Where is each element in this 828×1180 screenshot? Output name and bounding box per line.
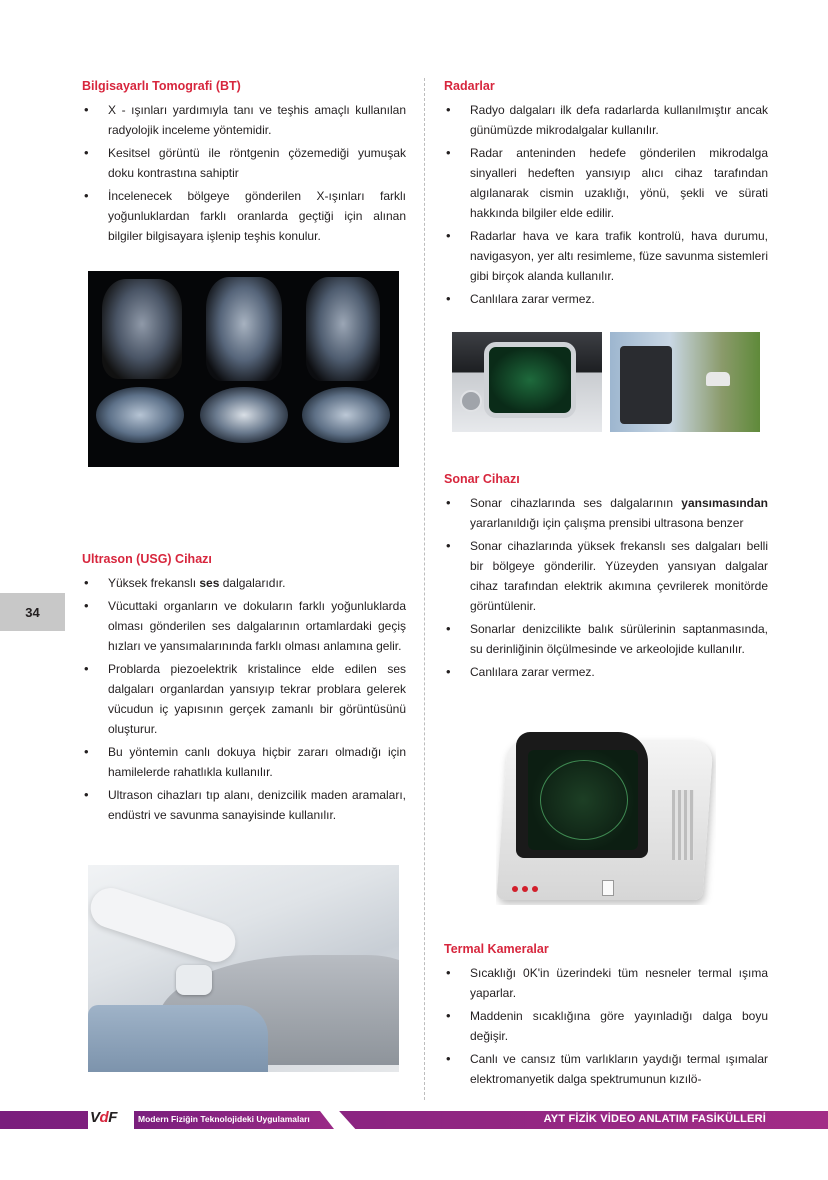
ct-axial-slice (302, 387, 390, 443)
radar-knob (460, 390, 482, 412)
radar-bullet: • Canlılara zarar vermez. (444, 289, 768, 309)
car (706, 372, 730, 386)
usg-bullet: • Ultrason cihazları tıp alanı, denizcilik maden aramaları, endüstri ve savunma sanayisinde kullanılır. (82, 785, 406, 825)
thermal-title: Termal Kameralar (444, 942, 549, 956)
radar-bullet-list (444, 100, 768, 309)
usg-bullet (82, 573, 406, 593)
sonar-title: Sonar Cihazı (444, 472, 520, 486)
traffic-radar-photo (610, 332, 760, 432)
usg-bullet-text: Yüksek frekanslı (108, 576, 200, 590)
page-number-tab: 34 (0, 593, 65, 631)
usg-section (82, 551, 406, 828)
logo-letter: V (90, 1109, 100, 1126)
thermal-bullet: • Sıcaklığı 0K'in üzerindeki tüm nesneler termal ışıma yaparlar. (444, 963, 768, 1003)
ct-coronal-slice (206, 277, 282, 381)
radar-screen (484, 342, 576, 418)
sonar-bullet: • Sonarlar denizcilikte balık sürülerinin saptanmasında, su derinliğinin ölçülmesinde ve arkeolojide kullanılır. (444, 619, 768, 659)
sonar-bullet (444, 493, 768, 533)
sonar-bullet-text: yararlanıldığı için çalışma prensibi ultrasona benzer (470, 516, 744, 530)
ct-title: Bilgisayarlı Tomografi (BT) (82, 79, 241, 93)
ultrasound-probe (176, 965, 212, 995)
page-footer (0, 1108, 828, 1132)
patient-jeans (88, 1005, 268, 1072)
sonar-led (522, 886, 528, 892)
ct-sagittal-slice (306, 277, 380, 381)
radar-bullet: • Radarlar hava ve kara trafik kontrolü, hava durumu, navigasyon, yer altı resimleme, füze savunma sistemleri gibi birçok alanda kullanılır. (444, 226, 768, 286)
speed-camera (620, 346, 672, 424)
radar-bullet: • Radyo dalgaları ilk defa radarlarda kullanılmıştır ancak günümüzde mikrodalgalar kullanılır. (444, 100, 768, 140)
usg-bullet: • Bu yöntemin canlı dokuya hiçbir zararı olmadığı için hamilelerde rahatlıkla kullanılır. (82, 742, 406, 782)
radar-images (444, 332, 768, 432)
sonar-sweep-ring (540, 760, 628, 840)
ct-bullet: • İncelenecek bölgeye gönderilen X-ışınları farklı yoğunluklardan farklı oranlarda geçtiği için alınan bilgiler bilgisayara işlenip teşhis konulur. (82, 186, 406, 246)
column-divider (424, 78, 425, 1100)
footer-chapter-title: Modern Fiziğin Teknolojideki Uygulamaları (138, 1114, 310, 1124)
sonar-switch (602, 880, 614, 896)
sonar-led (512, 886, 518, 892)
thermal-bullet: • Maddenin sıcaklığına göre yayınladığı dalga boyu değişir. (444, 1006, 768, 1046)
sonar-led (532, 886, 538, 892)
sonar-bullet: • Sonar cihazlarında yüksek frekanslı ses dalgaları belli bir bölgeye gönderilir. Yüzeyden yansıyan dalgalar cihaz tarafından elektrik akımına çevrilerek monitörde görüntülenir. (444, 536, 768, 616)
ct-axial-slice (200, 387, 288, 443)
ct-section (82, 78, 406, 249)
doctor-arm (88, 883, 241, 967)
sonar-bullet-list (444, 493, 768, 682)
thermal-bullet-list (444, 963, 768, 1089)
ct-bullet-list (82, 100, 406, 246)
ct-axial-slice (96, 387, 184, 443)
usg-bullet: • Problarda piezoelektrik kristalince elde edilen ses dalgaları organlardan yansıyıp tekrar problara gelerek vücudun iç yapısının gerçek zamanlı bir görüntüsünü oluşturur. (82, 659, 406, 739)
sonar-bullet-bold: yansımasından (681, 496, 768, 510)
ct-bullet: • X - ışınları yardımıyla tanı ve teşhis amaçlı kullanılan radyolojik inceleme yöntemidir. (82, 100, 406, 140)
ct-bullet: • Kesitsel görüntü ile röntgenin çözemediği yumuşak doku kontrastına sahiptir (82, 143, 406, 183)
sonar-section (444, 471, 768, 685)
sonar-bullet: • Canlılara zarar vermez. (444, 662, 768, 682)
logo-accent-letter: d (99, 1109, 109, 1126)
usg-bullet: • Vücuttaki organların ve dokuların farklı yoğunluklarda olması gönderilen ses dalgalarının ortamlardaki geçiş hızları ve yansımalarınında farklı olması anlamına gelir. (82, 596, 406, 656)
usg-bullet-text: dalgalarıdır. (219, 576, 286, 590)
thermal-bullet: • Canlı ve cansız tüm varlıkların yaydığı termal ışımalar elektromanyetik dalga spektrumunun kızılö- (444, 1049, 768, 1089)
logo-letter: F (108, 1109, 117, 1126)
ultrasound-photo (88, 865, 399, 1072)
usg-bullet-list (82, 573, 406, 825)
usg-title: Ultrason (USG) Cihazı (82, 552, 212, 566)
radar-monitor-photo (452, 332, 602, 432)
sonar-vents (672, 790, 694, 860)
ct-scan-image (88, 271, 399, 467)
usg-bullet-bold: ses (199, 576, 220, 590)
sonar-bullet-text: Sonar cihazlarında ses dalgalarının (470, 496, 682, 510)
radar-bullet: • Radar anteninden hedefe gönderilen mikrodalga sinyalleri hedeften yansıyıp alıcı cihaz tarafından algılanarak cismin uzaklığı, yönü, şekli ve sürati hakkında bilgiler elde edilir. (444, 143, 768, 223)
thermal-section (444, 941, 768, 1092)
radar-section (444, 78, 768, 312)
ct-xray-frontal (102, 279, 182, 379)
radar-title: Radarlar (444, 79, 495, 93)
publisher-logo (90, 1109, 117, 1126)
sonar-device-image (496, 720, 716, 905)
footer-series-title: AYT FİZİK VİDEO ANLATIM FASİKÜLLERİ (543, 1113, 766, 1125)
